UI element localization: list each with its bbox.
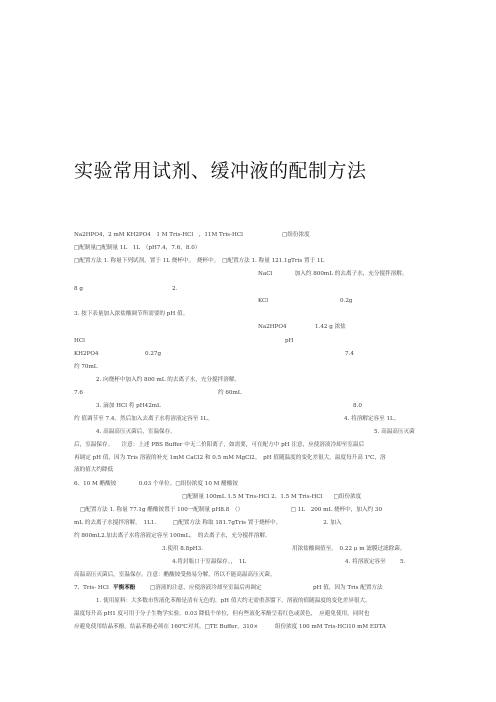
text-line: 后，室温保存。 注意：上述 PBS Buffer 中无二价阳离子，如需要，可在配方中 pH 注意，应使溶液冷却至室温后	[74, 442, 365, 448]
text-line: □配置方法 1. 称量 77.1g 醋酸铵置于 100一配制量 pH8.8 （） □ 1L 200 mL 烧杯中，加入约 30	[80, 507, 383, 513]
text-line: Na2HPO4，2 mM KH2PO4 1 M Tris-HCl ，11M Tris-HCl □组份浓度	[74, 232, 310, 238]
text-line: □配制量□配制量 1L 1L （pH7.4，7.6，8.0）	[74, 245, 201, 251]
text-line: 4. 高温高压灭菌后，室温保存。	[96, 429, 176, 435]
text-line: pH 值，因为 Tris 配置方法	[313, 585, 383, 591]
text-line: □配制量 100mL 1.5 M Tris-HCl 2、1.5 M Tris-HCl □组份浓度	[182, 494, 362, 500]
text-line: 3. 按下表量加入浓盐酸调节所需要的 pH 值。	[74, 311, 189, 317]
text-line: HCl	[74, 338, 85, 344]
text-line: 7.4	[345, 351, 354, 357]
text-line: 约 70mL	[74, 364, 98, 370]
text-line: 约 60mL	[218, 390, 242, 396]
text-line: 3. 滴加 HCl 将 pH42mL	[96, 403, 161, 409]
text-line: KCl	[258, 298, 269, 304]
text-line: 8 g	[74, 286, 83, 292]
text-line: 4. 将溶解定容至 1L。	[344, 416, 400, 422]
text-line: Na2HPO4	[258, 324, 287, 330]
text-line: 5. 高温高压灭菌	[374, 429, 415, 435]
section-heading: 平衡苯酚	[113, 585, 136, 591]
text-line: 7、Tris- HCl	[74, 585, 109, 591]
text-line: 8.0	[353, 403, 362, 409]
text-line: pH	[285, 338, 294, 344]
text-line: 5.	[400, 559, 406, 565]
text-line: 4. 将溶液定容至	[345, 559, 386, 565]
text-line: 4.将封瓶口于室温保存。， 1L	[172, 559, 247, 565]
text-line: 再调定 pH 值，因为 Tris 溶液的补充 1mM CaCl2 和 0.5 mM MgCl2。 pH 值随温度的变化差很大，温度每升高 1℃，溶	[74, 455, 386, 461]
text-line: KH2PO4	[74, 351, 99, 357]
text-line: 7.6	[74, 390, 83, 396]
page-title: 实验常用试剂、缓冲液的配制方法	[74, 160, 367, 182]
text-line: 0.2g	[340, 298, 353, 304]
text-line: 高温高压灭菌后，室温保存。注意：醋酸铵受热易分解，所以不能高温高压灭菌。	[74, 572, 276, 578]
text-line: 2. 向烧杯中加入约 800 mL 的去离子水，充分搅拌溶解。	[96, 377, 241, 383]
text-line: 2.	[172, 286, 178, 292]
text-line: 6、10 M 醋酸铵 0.03 个单位。□组份浓度 10 M 醋酸铵	[74, 481, 238, 487]
text-line: □溶液的注意，应使溶液冷却至室温后再调定	[150, 585, 262, 591]
text-line: 0.27g	[145, 351, 162, 357]
text-line: 3.使用 8.8pH3.	[162, 546, 203, 552]
text-line: 约 值调节至 7.4，然后加入去离子水将溶液定容至 1L。	[74, 416, 213, 422]
text-line: 约 800mL2.加去离子水将溶液定容至 100mL。 的去离子水，充分搅拌溶解。	[74, 533, 271, 539]
text-line: 1. 使用原料：大多数市售液化苯酚是清有无色的，pH 值大约无需重蒸馏下。溶液的值随温度的变化差异很大，	[96, 598, 371, 604]
text-line: □配置方法 1. 称量下列试剂，置于 1L 烧杯中。 烧杯中。 □配置方法 1. 称量 121.1gTris 置于 1L	[74, 258, 325, 264]
text-line: 应避免使用结晶苯酚。结晶苯酚必须在 160℃对其。□TE Buffer，310× 组份浓度 100 mM Tris-HCl10 mM EDTA	[74, 624, 386, 630]
text-line: 液的值大约降低	[74, 467, 114, 473]
text-line: NaCl 加入约 800mL 的去离子水，充分搅拌溶解。	[258, 271, 408, 277]
text-line: 温度每升高 pH1 度可用于分子生物学实验。0.03 降低个单位，但有些液化苯酚呈着红色或黄色， 应避免使用，同时也	[74, 611, 370, 617]
text-line: 用浓盐酸调值至。 0.22 μ m 滤膜过滤除菌。	[292, 546, 406, 552]
text-line: mL 的去离子水搅拌溶解。 1L1. □配置方法 称取 181.7gTris 置于烧杯中。 2. 加入	[74, 520, 342, 526]
text-line: 1.42 g 浓盐	[315, 324, 346, 330]
